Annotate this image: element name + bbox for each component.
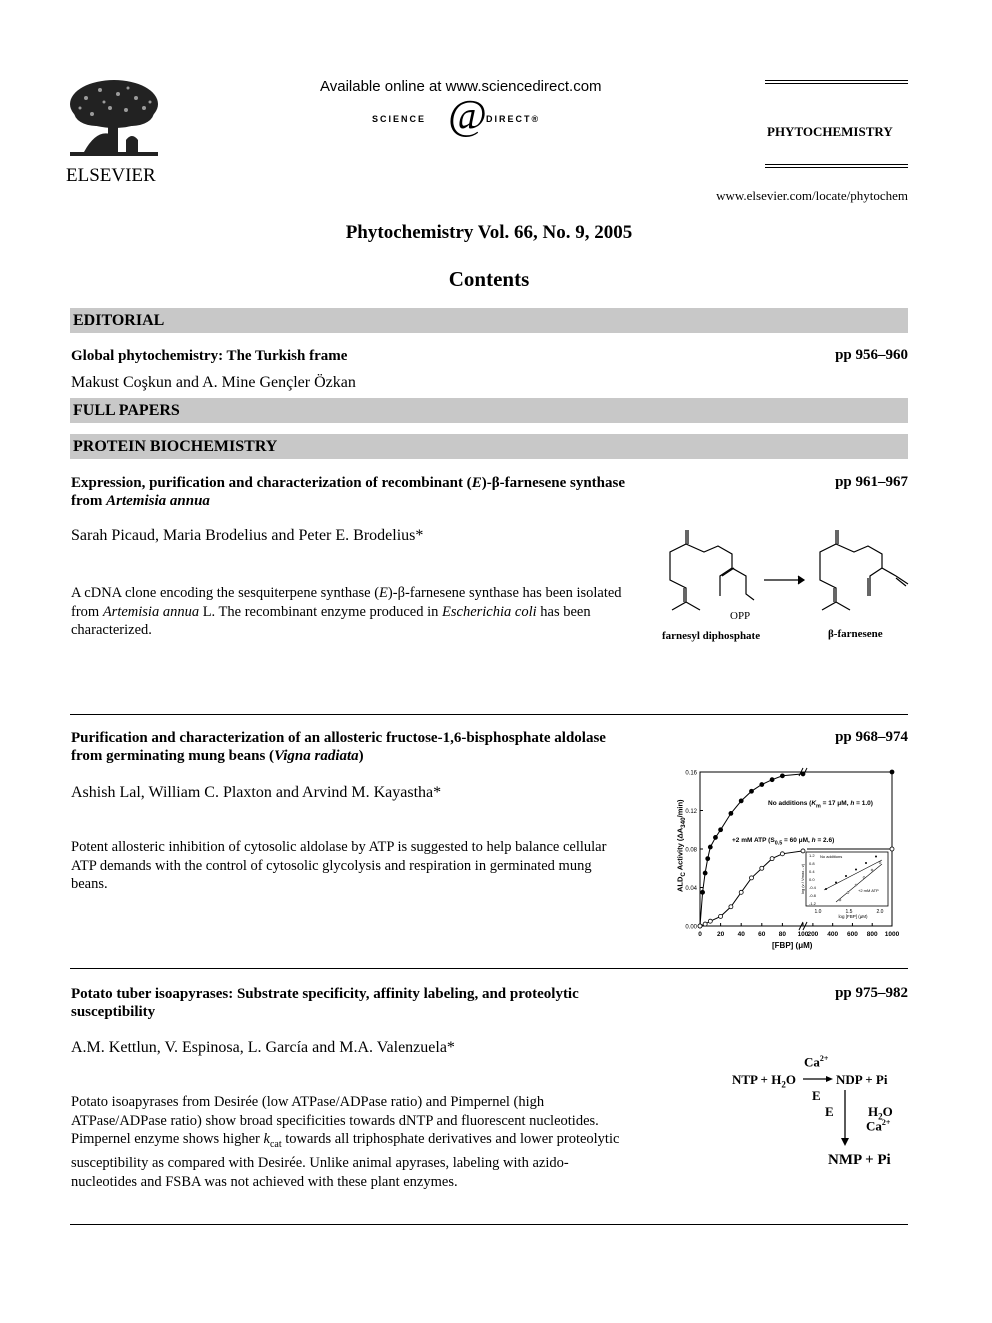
y-tick-label: 0.04 xyxy=(685,886,697,892)
title-italic: E xyxy=(471,475,482,491)
data-point xyxy=(698,924,702,928)
chart-x-label: [FBP] (μM) xyxy=(772,941,813,950)
series-annotation-no-additions xyxy=(768,800,873,809)
inset-y-tick-label: 0.8 xyxy=(809,861,815,866)
scheme-ca-bottom xyxy=(866,1118,890,1134)
y-tick-label: 0.16 xyxy=(685,770,697,777)
data-point xyxy=(703,922,707,926)
x-tick-label: 100 xyxy=(797,931,809,938)
scheme-text: H xyxy=(868,1104,879,1119)
inset-x-tick-label: 1.0 xyxy=(814,909,822,915)
x-tick-label: 40 xyxy=(737,931,745,938)
journal-header-rules xyxy=(765,80,908,84)
annot-text: +2 mM ATP (S xyxy=(732,837,775,844)
inset-frame xyxy=(806,852,888,906)
y-tick-label: 0.08 xyxy=(685,847,697,854)
aldolase-chart xyxy=(660,760,910,960)
x-tick-label: 20 xyxy=(716,931,725,938)
article-pages-3: pp 968–974 xyxy=(835,729,908,745)
title-text: ) xyxy=(358,748,364,764)
abstract-text: towards all triphosphate derivatives and lower proteolytic susceptibility as compared with Desirée. Unlike animal apyrases, labeling with azido-nucleotides and FSBA was not achieved with these plant enzymes. xyxy=(71,1131,620,1190)
inset-point xyxy=(871,869,873,871)
farnesene-reaction-figure xyxy=(650,522,910,652)
annot-text: No additions ( xyxy=(768,800,812,807)
abstract-text: L. The recombinant enzyme produced in xyxy=(199,603,443,620)
data-point xyxy=(713,835,717,839)
annot-text: = 2.6) xyxy=(815,837,835,844)
ylabel-text: Activity (ΔA xyxy=(675,827,685,873)
data-point xyxy=(770,857,774,861)
scheme-sub: 2 xyxy=(878,1111,883,1122)
direct-text: DIRECT® xyxy=(486,114,541,124)
x-tick-label: 600 xyxy=(847,931,858,938)
article-title-3[interactable] xyxy=(71,729,631,765)
abstract-text: Potato isoapyrases from Desirée (low ATPase/ADPase ratio) and Pimpernel (high ATPase/ADPase ratio) show broad specificities towards dNTP and fluorescent nucleotides. Pimpernel enzyme shows higher xyxy=(71,1094,599,1147)
scheme-sub: 2 xyxy=(781,1079,786,1090)
annot-text: = 60 μM, xyxy=(782,837,812,844)
substrate-label: farnesyl diphosphate xyxy=(662,630,761,642)
article-title-1[interactable]: Global phytochemistry: The Turkish frame xyxy=(71,348,348,364)
section-editorial: EDITORIAL xyxy=(70,308,908,333)
data-point xyxy=(770,778,774,782)
inset-x-tick-label: 2.0 xyxy=(876,909,884,915)
y-tick-label: 0.00 xyxy=(685,924,697,931)
journal-header-rules-bottom xyxy=(765,164,908,168)
abstract-text: A cDNA clone encoding the sesquiterpene synthase ( xyxy=(71,585,380,601)
inset-series-label: +2 mM ATP xyxy=(858,888,879,893)
data-point xyxy=(706,857,710,861)
data-point xyxy=(729,905,733,909)
science-text: SCIENCE xyxy=(372,114,427,124)
article-title-4[interactable]: Potato tuber isoapyrases: Substrate specificity, affinity labeling, and proteolytic susceptibility xyxy=(71,986,579,1020)
annot-italic: h xyxy=(850,800,855,807)
farnesene-structure-icon xyxy=(650,522,910,622)
data-point xyxy=(739,799,743,803)
inset-y-label: log (v / Vmax - v) xyxy=(800,863,805,895)
abstract-text: has been characterized. xyxy=(71,603,591,638)
inset-y-tick-label: 0.4 xyxy=(809,869,815,874)
data-point xyxy=(760,783,764,787)
x-tick-label: 800 xyxy=(866,931,878,938)
abstract-italic: E xyxy=(379,585,388,601)
inset-series-label: No additions xyxy=(820,854,843,859)
abstract-italic: k xyxy=(263,1131,270,1147)
inset-point xyxy=(855,884,857,886)
inset-point xyxy=(855,869,857,871)
issue-title: Phytochemistry Vol. 66, No. 9, 2005 xyxy=(345,222,633,243)
publisher-name: ELSEVIER xyxy=(66,165,156,186)
chart-y-label xyxy=(675,781,687,911)
available-online-text: Available online at www.sciencedirect.com xyxy=(320,78,602,95)
at-sign-icon: @ xyxy=(448,93,487,139)
article-authors-4: A.M. Kettlun, V. Espinosa, L. García and M.A. Valenzuela* xyxy=(71,1039,455,1056)
inset-point xyxy=(825,888,827,890)
inset-point xyxy=(845,875,847,877)
annot-sub: m xyxy=(816,803,821,810)
data-point xyxy=(703,871,707,875)
annot-text: = 17 μM, xyxy=(820,800,851,807)
data-point xyxy=(708,919,712,923)
x-tick-label: 0 xyxy=(698,931,702,938)
series-line-0 xyxy=(700,774,803,926)
article-abstract-2 xyxy=(71,584,631,640)
data-point xyxy=(801,849,805,853)
ylabel-text: ALD xyxy=(675,876,685,893)
article-pages-2: pp 961–967 xyxy=(835,474,908,490)
inset-y-tick-label: -1.2 xyxy=(809,901,816,906)
inset-point xyxy=(879,862,881,864)
product-label: β-farnesene xyxy=(828,628,883,640)
data-point xyxy=(801,772,805,776)
data-point xyxy=(890,847,894,851)
series-annotation-atp xyxy=(732,837,834,846)
inset-point xyxy=(847,892,849,894)
x-tick-label: 400 xyxy=(827,931,839,938)
ylabel-sub: C xyxy=(679,872,687,877)
inset-point xyxy=(875,856,877,858)
title-text: Expression, purification and characterization of recombinant ( xyxy=(71,475,472,491)
scheme-e1: E xyxy=(812,1088,821,1103)
article-pages-4: pp 975–982 xyxy=(835,985,908,1001)
abstract-sub: cat xyxy=(269,1138,282,1150)
annot-italic: K xyxy=(811,800,817,807)
annot-italic: h xyxy=(811,837,816,844)
x-tick-label: 80 xyxy=(778,931,787,938)
inset-y-tick-label: 1.2 xyxy=(809,853,815,858)
scheme-final-product: NMP + Pi xyxy=(828,1152,891,1168)
divider xyxy=(70,968,908,969)
elsevier-tree-icon xyxy=(66,78,162,158)
inset-x-tick-label: 1.5 xyxy=(845,909,853,915)
title-italic: Vigna radiata xyxy=(274,748,359,764)
annot-sub: 0.5 xyxy=(774,840,783,847)
divider xyxy=(70,1224,908,1225)
scheme-text: Ca xyxy=(866,1118,882,1134)
x-tick-label: 200 xyxy=(807,931,819,938)
scheme-e2: E xyxy=(825,1104,834,1119)
scheme-sup: 2+ xyxy=(819,1054,829,1063)
aldolase-chart-svg xyxy=(660,760,910,960)
article-authors-1: Makust Coşkun and A. Mine Gençler Özkan xyxy=(71,374,356,391)
scheme-text: O xyxy=(785,1072,796,1087)
title-italic: Artemisia annua xyxy=(106,493,210,509)
data-point xyxy=(719,828,723,832)
opp-label: OPP xyxy=(730,610,751,622)
data-point xyxy=(760,866,764,870)
inset-x-label: log [FBP] (μM) xyxy=(838,914,868,919)
article-authors-2: Sarah Picaud, Maria Brodelius and Peter E. Brodelius* xyxy=(71,527,424,544)
abstract-text: )-β-farnesene synthase has been isolated from xyxy=(71,585,622,620)
article-abstract-4 xyxy=(71,1093,631,1191)
title-text: )-β-farnesene synthase from xyxy=(71,475,626,509)
scheme-text: Ca xyxy=(804,1054,820,1070)
data-point xyxy=(750,789,754,793)
sciencedirect-logo xyxy=(372,93,572,142)
ylabel-text: /min) xyxy=(675,799,685,818)
inset-point xyxy=(835,882,837,884)
data-point xyxy=(719,914,723,918)
inset-y-tick-label: 0.0 xyxy=(809,877,815,882)
journal-url[interactable]: www.elsevier.com/locate/phytochem xyxy=(716,188,908,203)
scheme-text: O xyxy=(882,1104,893,1119)
inset-point xyxy=(865,862,867,864)
inset-point xyxy=(863,877,865,879)
series-line-1 xyxy=(700,851,803,926)
data-point xyxy=(739,890,743,894)
data-point xyxy=(701,890,705,894)
inset-y-tick-label: -0.8 xyxy=(809,893,816,898)
data-point xyxy=(750,876,754,880)
journal-name: PHYTOCHEMISTRY xyxy=(767,124,893,139)
data-point xyxy=(708,845,712,849)
section-full-papers: FULL PAPERS xyxy=(70,398,908,423)
ylabel-sub: 340 xyxy=(679,817,687,828)
article-abstract-3: Potent allosteric inhibition of cytosolic aldolase by ATP is suggested to help balance cellular ATP demands with the control of cytosolic glycolysis and respiration in germinated mung beans. xyxy=(71,839,607,892)
article-authors-3: Ashish Lal, William C. Plaxton and Arvind M. Kayastha* xyxy=(71,784,442,801)
x-tick-label: 1000 xyxy=(884,931,900,938)
contents-title: Contents xyxy=(448,267,530,291)
x-tick-label: 60 xyxy=(758,931,766,938)
abstract-italic: Artemisia annua xyxy=(102,603,200,620)
abstract-italic: Escherichia coli xyxy=(442,603,537,620)
scheme-text: NTP + H xyxy=(732,1072,782,1087)
y-tick-label: 0.12 xyxy=(685,809,697,815)
scheme-sup: 2+ xyxy=(881,1118,891,1127)
scheme-product: NDP + Pi xyxy=(836,1072,888,1087)
title-text: Purification and characterization of an allosteric fructose-1,6-bisphosphate aldolase from germinating mung beans ( xyxy=(71,730,606,764)
data-point xyxy=(729,811,733,815)
inset-point xyxy=(839,899,841,901)
annot-text: = 1.0) xyxy=(854,800,873,807)
elsevier-logo xyxy=(66,78,162,186)
article-title-2[interactable] xyxy=(71,474,631,510)
data-point xyxy=(890,770,894,774)
data-point xyxy=(780,852,784,856)
divider xyxy=(70,714,908,715)
section-protein-biochemistry: PROTEIN BIOCHEMISTRY xyxy=(70,434,908,459)
data-point xyxy=(780,774,784,778)
inset-y-tick-label: -0.4 xyxy=(809,885,816,890)
article-pages-1: pp 956–960 xyxy=(835,347,908,363)
apyrase-reaction-scheme xyxy=(730,1050,910,1180)
